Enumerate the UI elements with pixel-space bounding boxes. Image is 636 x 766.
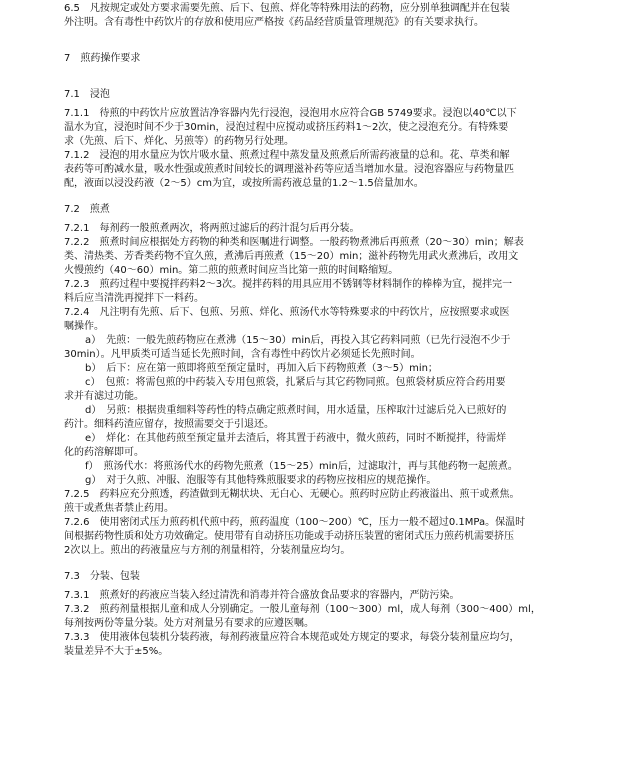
text-line: 化的药溶解即可。 — [64, 447, 144, 458]
section-heading: 7.2 煎煮 — [64, 204, 110, 215]
text-line: 火慢煎约（40～60）min。第二煎的煎煮时间应当比第一煎的时间略缩短。 — [64, 265, 399, 276]
text-line: 7.2.6 使用密闭式压力煎药机代煎中药，煎药温度（100～200）℃，压力一般不超过0.1MPa。保温时 — [64, 517, 526, 528]
text-line: 外注明。含有毒性中药饮片的存放和使用应严格按《药品经营质量管理规范》的有关要求执行。 — [64, 17, 484, 28]
text-line: 7.2.1 每剂药一般煎煮两次，将两煎过滤后的药汁混匀后再分装。 — [64, 223, 360, 234]
text-line: 30min）。凡甲质类可适当延长先煎时间，含有毒性中药饮片必须延长先煎时间。 — [64, 349, 421, 360]
text-line: 嘱操作。 — [64, 321, 104, 332]
text-line: 7.3.3 使用液体包装机分装药液，每剂药液量应符合本规范或处方规定的要求，每袋分装剂量应均匀， — [64, 632, 520, 643]
text-line: 7.1.1 待煎的中药饮片应放置洁净容器内先行浸泡，浸泡用水应符合GB 5749要求。浸泡以40℃以下 — [64, 108, 517, 119]
list-item: a） 先煎：一般先煎药物应在煮沸（15～30）min后，再投入其它药料同煎（已先行浸泡不少于 — [85, 335, 511, 346]
text-line: 药汁。细料药渣应留存，按照需要交于引退还。 — [64, 419, 274, 430]
list-item: e） 烊化：在其他药煎至预定量并去渣后，将其置于药液中，微火煎药，同时不断搅拌，待需烊 — [85, 433, 507, 444]
text-line: 配，液面以浸没药液（2～5）cm为宜，或按所需药液总量的1.2～1.5倍量加水。 — [64, 178, 424, 189]
section-heading: 7.1 浸泡 — [64, 89, 110, 100]
text-line: 7.2.5 药料应充分煎透，药渣做到无糊状块、无白心、无硬心。煎药时应防止药液溢出、煎干或煮焦。 — [64, 489, 520, 500]
text-line: 表药等可酌减水量，吸水性强或煎煮时间较长的调理滋补药等应适当增加水量。浸泡容器应与药物量匹 — [64, 164, 514, 175]
text-line: 7.3.1 煎煮好的药液应当装入经过清洗和消毒并符合盛放食品要求的容器内，严防污染。 — [64, 590, 460, 601]
text-line: 煎干或煮焦者禁止药用。 — [64, 503, 174, 514]
text-line: 7.1.2 浸泡的用水量应为饮片吸水量、煎煮过程中蒸发量及煎煮后所需药液量的总和。花、草类和解 — [64, 150, 510, 161]
list-item: d） 另煎：根据贵重细料等药性的特点确定煎煮时间，用水适量，压榨取汁过滤后兑入已煎好的 — [85, 405, 507, 416]
text-line: 7.2.4 凡注明有先煎、后下、包煎、另煎、烊化、煎汤代水等特殊要求的中药饮片，应按照要求或医 — [64, 307, 510, 318]
text-line: 求并有滤过功能。 — [64, 391, 144, 402]
list-item: b） 后下：应在第一煎即将煎至预定量时，再加入后下药物煎煮（3～5）min； — [85, 363, 438, 374]
text-line: 7.2.3 煎药过程中要搅拌药料2～3次。搅拌药料的用具应用不锈钢等材料制作的棒棒为宜，搅拌完一 — [64, 279, 513, 290]
text-line: 求（先煎、后下、烊化、另煎等）的药物另行处理。 — [64, 136, 294, 147]
text-line: 类、清热类、芳香类药物不宜久煎，煮沸后再煎煮（15～20）min；滋补药物先用武火煮沸后，改用文 — [64, 251, 519, 262]
text-line: 装量差异不大于±5%。 — [64, 646, 169, 657]
text-line: 6.5 凡按规定或处方要求需要先煎、后下、包煎、烊化等特殊用法的药物，应分别单独调配并在包装 — [64, 3, 510, 14]
list-item: f） 煎汤代水：将煎汤代水的药物先煎煮（15～25）min后，过滤取汁，再与其他药物一起煎煮。 — [85, 461, 518, 472]
text-line: 料后应当清洗再搅拌下一料药。 — [64, 293, 204, 304]
text-line: 2次以上。煎出的药液量应与方剂的剂量相符，分装剂量应均匀。 — [64, 545, 351, 556]
list-item: c） 包煎：将需包煎的中药装入专用包煎袋，扎紧后与其它药物同煎。包煎袋材质应符合药用要 — [85, 377, 506, 388]
text-line: 7.3.2 煎药剂量根据儿童和成人分别确定。一般儿童每剂（100～300）ml，成人每剂（300～400）ml， — [64, 604, 541, 615]
text-line: 间根据药物性质和处方功效确定。使用带有自动挤压功能或手动挤压装置的密闭式压力煎药机需要挤压 — [64, 531, 514, 542]
list-item: g） 对于久煎、冲服、泡服等有其他特殊煎服要求的药物应按相应的规范操作。 — [85, 475, 437, 486]
text-line: 温水为宜，浸泡时间不少于30min，浸泡过程中应搅动或挤压药料1～2次，使之浸泡充分。有特殊要 — [64, 122, 509, 133]
text-line: 7.2.2 煎煮时间应根据处方药物的种类和医嘱进行调整。一般药物煮沸后再煎煮（20～30）min；解表 — [64, 237, 524, 248]
section-heading: 7 煎药操作要求 — [64, 53, 141, 64]
section-heading: 7.3 分装、包装 — [64, 571, 140, 582]
document-page — [0, 2, 636, 766]
text-line: 每剂按两份等量分装。处方对剂量另有要求的应遵医嘱。 — [64, 618, 314, 629]
